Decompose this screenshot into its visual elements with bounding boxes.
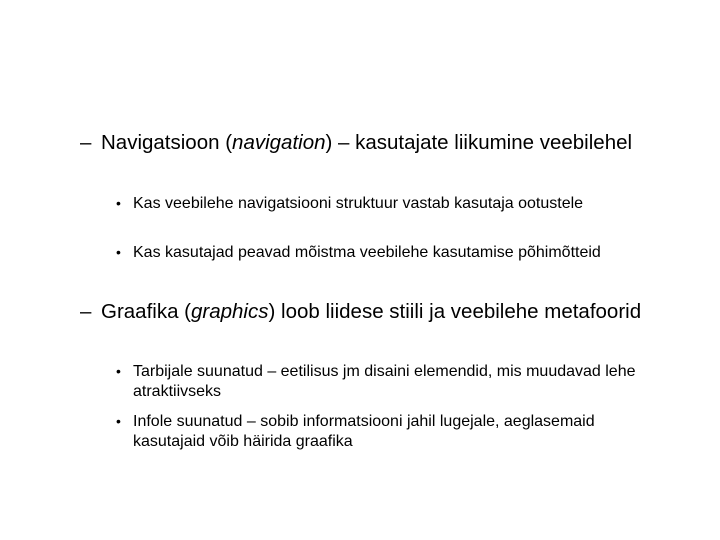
item-italic-term: graphics (191, 300, 269, 323)
item-italic-term: navigation (232, 131, 326, 154)
subitem-text: Tarbijale suunatud – eetilisus jm disaini elemendid, mis muudavad lehe atraktiivseks (133, 363, 636, 400)
item-text-before: Graafika ( (101, 300, 191, 323)
bullet-dot-icon: • (116, 413, 121, 429)
subitem-text: Kas veebilehe navigatsiooni struktuur vastab kasutaja ootustele (133, 195, 584, 212)
item-text-after: ) loob liidese stiili ja veebilehe metafoorid (268, 300, 642, 323)
bullet-dot-icon: • (116, 363, 121, 379)
dash-marker: – (80, 300, 92, 323)
dash-marker: – (80, 131, 92, 154)
bullet-dot-icon: • (116, 244, 121, 260)
subbullet-graphics-consumer (116, 362, 643, 401)
subbullet-navigation-principles (116, 243, 643, 263)
subbullet-navigation-structure (116, 194, 643, 214)
bullet-graphics (80, 298, 661, 325)
item-text-before: Navigatsioon ( (101, 131, 233, 154)
subitem-text: Infole suunatud – sobib informatsiooni jahil lugejale, aeglasemaid kasutajaid võib häirida graafika (133, 413, 595, 450)
bullet-dot-icon: • (116, 195, 121, 211)
bullet-navigation (80, 129, 661, 156)
subbullet-graphics-info (116, 412, 643, 451)
item-text-after: ) – kasutajate liikumine veebilehel (325, 131, 633, 154)
subitem-text: Kas kasutajad peavad mõistma veebilehe kasutamise põhimõtteid (133, 244, 601, 261)
